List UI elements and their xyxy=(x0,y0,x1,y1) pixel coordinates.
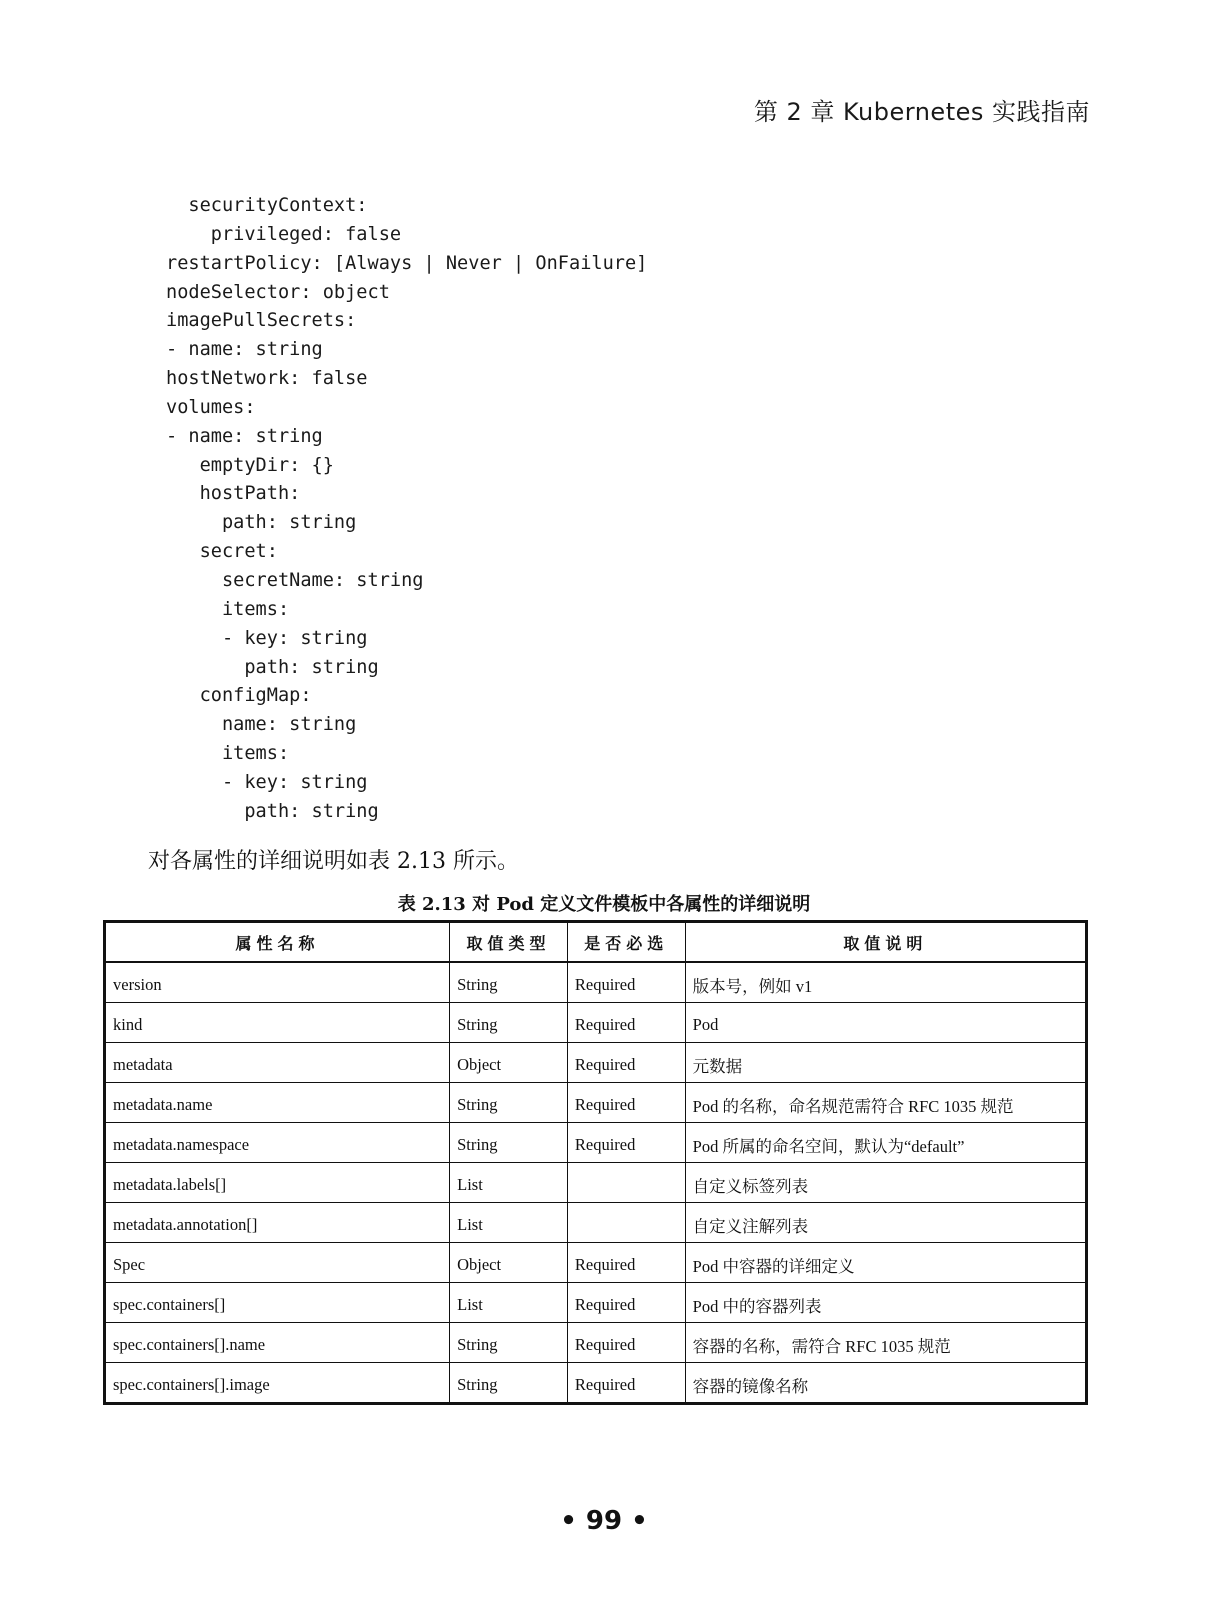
cell-description: 容器的镜像名称 xyxy=(685,1363,1086,1404)
cell-attribute-name: metadata.name xyxy=(105,1083,450,1123)
table-body xyxy=(105,962,1087,1404)
cell-value-type: Object xyxy=(450,1043,568,1083)
code-line: emptyDir: {} xyxy=(166,454,334,476)
code-line: - key: string xyxy=(166,627,368,649)
cell-attribute-name: version xyxy=(105,962,450,1003)
code-line: privileged: false xyxy=(166,223,402,245)
code-line: secretName: string xyxy=(166,569,424,591)
code-line: imagePullSecrets: xyxy=(166,310,357,332)
intro-paragraph: 对各属性的详细说明如表 2.13 所示。 xyxy=(148,849,519,874)
cell-description: 元数据 xyxy=(685,1043,1086,1083)
code-line: - name: string xyxy=(166,425,323,447)
table-row xyxy=(105,1363,1087,1404)
cell-description: 自定义标签列表 xyxy=(685,1163,1086,1203)
cell-required: Required xyxy=(567,1043,685,1083)
cell-attribute-name: spec.containers[].name xyxy=(105,1323,450,1363)
table-header-row xyxy=(105,922,1087,963)
table-caption: 表 2.13 对 Pod 定义文件模板中各属性的详细说明 xyxy=(397,894,811,915)
cell-attribute-name: spec.containers[].image xyxy=(105,1363,450,1404)
cell-required xyxy=(567,1163,685,1203)
chapter-running-head: 第 2 章 Kubernetes 实践指南 xyxy=(753,98,1090,126)
code-line: hostNetwork: false xyxy=(166,368,368,390)
table-row xyxy=(105,1243,1087,1283)
table-row xyxy=(105,1083,1087,1123)
code-line: - key: string xyxy=(166,771,368,793)
cell-attribute-name: metadata.labels[] xyxy=(105,1163,450,1203)
code-line: restartPolicy: [Always | Never | OnFailure] xyxy=(166,252,648,274)
cell-attribute-name: metadata xyxy=(105,1043,450,1083)
table-row xyxy=(105,1163,1087,1203)
cell-value-type: Object xyxy=(450,1243,568,1283)
code-line: name: string xyxy=(166,714,357,736)
code-line: hostPath: xyxy=(166,483,301,505)
header-description: 取值说明 xyxy=(685,922,1086,963)
table-row xyxy=(105,1003,1087,1043)
code-line: items: xyxy=(166,598,290,620)
cell-required: Required xyxy=(567,1083,685,1123)
code-line: path: string xyxy=(166,656,379,678)
cell-value-type: List xyxy=(450,1283,568,1323)
code-line: configMap: xyxy=(166,685,312,707)
cell-description: 版本号，例如 v1 xyxy=(685,962,1086,1003)
header-attribute-name: 属性名称 xyxy=(105,922,450,963)
cell-attribute-name: kind xyxy=(105,1003,450,1043)
cell-description: Pod 所属的命名空间，默认为“default” xyxy=(685,1123,1086,1163)
cell-required: Required xyxy=(567,1363,685,1404)
cell-description: Pod 中容器的详细定义 xyxy=(685,1243,1086,1283)
cell-value-type: String xyxy=(450,962,568,1003)
cell-attribute-name: spec.containers[] xyxy=(105,1283,450,1323)
cell-description: 容器的名称，需符合 RFC 1035 规范 xyxy=(685,1323,1086,1363)
table-row xyxy=(105,1123,1087,1163)
cell-value-type: String xyxy=(450,1363,568,1404)
cell-required: Required xyxy=(567,1123,685,1163)
table-row xyxy=(105,1203,1087,1243)
cell-value-type: List xyxy=(450,1203,568,1243)
cell-required xyxy=(567,1203,685,1243)
cell-required: Required xyxy=(567,1323,685,1363)
cell-value-type: String xyxy=(450,1123,568,1163)
cell-required: Required xyxy=(567,1003,685,1043)
code-line: securityContext: xyxy=(166,195,368,216)
cell-attribute-name: metadata.annotation[] xyxy=(105,1203,450,1243)
cell-required: Required xyxy=(567,1243,685,1283)
page-number: • 99 • xyxy=(560,1506,648,1536)
cell-value-type: String xyxy=(450,1323,568,1363)
cell-description: 自定义注解列表 xyxy=(685,1203,1086,1243)
table-row xyxy=(105,1043,1087,1083)
table-row xyxy=(105,1283,1087,1323)
code-line: items: xyxy=(166,743,290,765)
cell-attribute-name: metadata.namespace xyxy=(105,1123,450,1163)
header-value-type: 取值类型 xyxy=(450,922,568,963)
cell-description: Pod xyxy=(685,1003,1086,1043)
code-line: secret: xyxy=(166,541,278,563)
cell-description: Pod 的名称，命名规范需符合 RFC 1035 规范 xyxy=(685,1083,1086,1123)
cell-attribute-name: Spec xyxy=(105,1243,450,1283)
cell-value-type: String xyxy=(450,1003,568,1043)
yaml-code-block xyxy=(166,192,647,827)
code-line: nodeSelector: object xyxy=(166,281,390,303)
code-line: volumes: xyxy=(166,396,256,418)
cell-value-type: String xyxy=(450,1083,568,1123)
cell-required: Required xyxy=(567,1283,685,1323)
code-line: - name: string xyxy=(166,339,323,361)
cell-value-type: List xyxy=(450,1163,568,1203)
code-line: path: string xyxy=(166,512,357,534)
table-row xyxy=(105,1323,1087,1363)
pod-attributes-table xyxy=(103,920,1088,1405)
table-row xyxy=(105,962,1087,1003)
cell-description: Pod 中的容器列表 xyxy=(685,1283,1086,1323)
cell-required: Required xyxy=(567,962,685,1003)
header-required: 是否必选 xyxy=(567,922,685,963)
code-line: path: string xyxy=(166,800,379,822)
